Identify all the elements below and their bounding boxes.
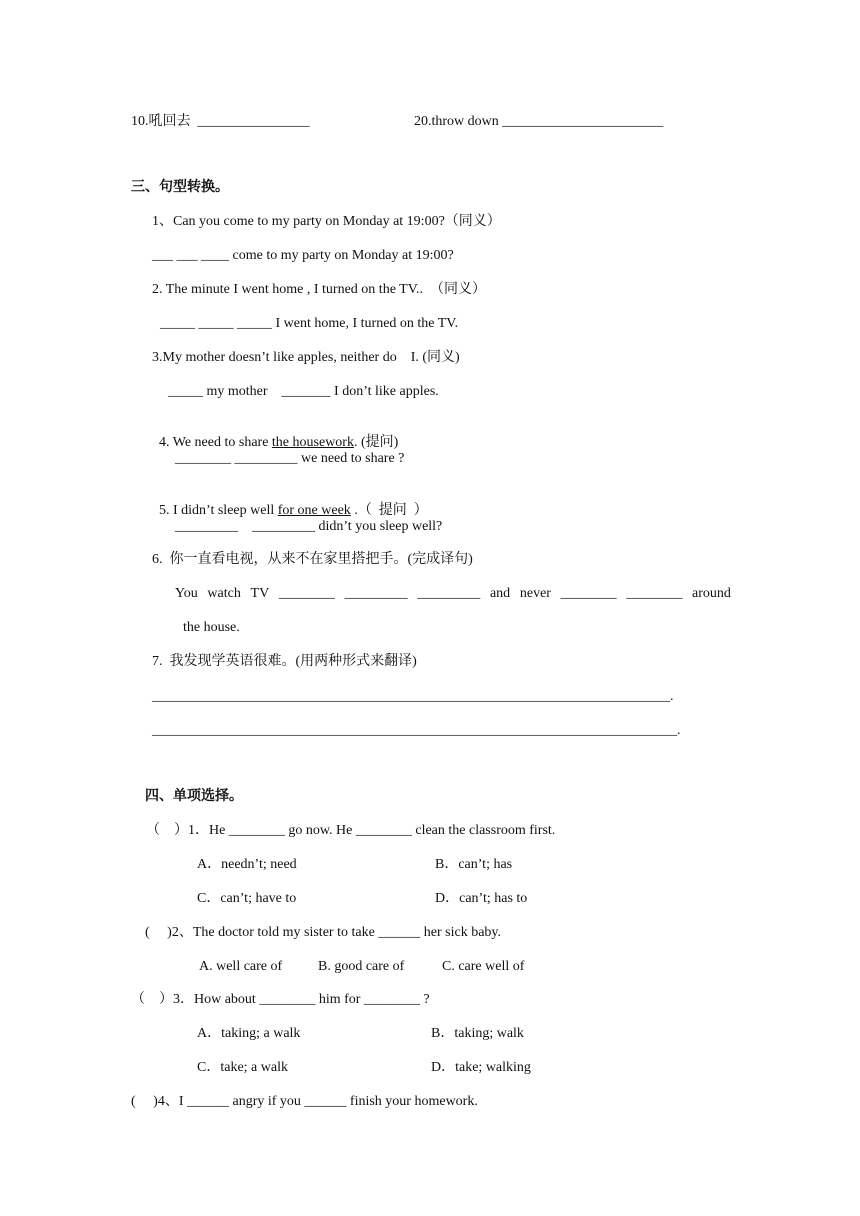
w: TV — [250, 586, 270, 601]
s3-q5-underlined: for one week — [277, 503, 351, 518]
s3-q6-line-2: the house. — [183, 620, 240, 635]
blank: ________ — [560, 586, 617, 601]
section-3-title: 三、句型转换。 — [131, 180, 229, 195]
s3-q2-answer-line: _____ _____ _____ I went home, I turned on the TV. — [160, 316, 459, 331]
blank: ________ — [626, 586, 683, 601]
s3-q1: 1、Can you come to my party on Monday at 19:00?（同义） — [152, 214, 501, 229]
s3-q4-underlined: the housework — [271, 435, 354, 450]
s3-q4-text: 4. We need to share — [159, 435, 272, 450]
w: never — [519, 586, 551, 601]
blank: ________ — [278, 586, 335, 601]
s4-q4: ( )4、I ______ angry if you ______ finish your homework. — [131, 1094, 478, 1109]
s3-q2: 2. The minute I went home , I turned on the TV.. （同义） — [152, 282, 487, 297]
s3-q3-answer-line: _____ my mother _______ I don’t like apples. — [168, 384, 439, 399]
s3-q4 — [152, 416, 398, 452]
s4-q1: （ ）1．He ________ go now. He ________ clean the classroom first. — [146, 823, 556, 838]
s3-q4-answer-line: ________ _________ we need to share ? — [175, 451, 405, 466]
s4-q1-option-d: D．can’t; has to — [435, 891, 528, 906]
w: watch — [207, 586, 241, 601]
s3-q6-line-1 — [175, 585, 731, 603]
s4-q3-option-d: D．take; walking — [431, 1060, 531, 1075]
s4-q3-option-b: B．taking; walk — [431, 1026, 524, 1041]
w: and — [489, 586, 511, 601]
w: You — [175, 586, 198, 601]
s3-q7-answer-line-2: ___________________________________________________________________________. — [152, 723, 681, 738]
section-4-title: 四、单项选择。 — [145, 789, 243, 804]
s3-q5-text: 5. I didn’t sleep well — [159, 503, 278, 518]
s3-q5-answer-line: _________ _________ didn’t you sleep well? — [175, 519, 443, 534]
s4-q2-option-a: A. well care of — [199, 959, 283, 974]
vocab-item-20: 20.throw down _______________________ — [414, 114, 664, 129]
s3-q5-instruction: .（ 提问 ） — [350, 503, 428, 518]
s4-q2-option-b: B. good care of — [318, 959, 405, 974]
s3-q3: 3.My mother doesn’t like apples, neither do I. (同义) — [152, 350, 460, 365]
w: around — [692, 586, 731, 601]
s4-q1-option-b: B．can’t; has — [435, 857, 513, 872]
s4-q1-option-c: C．can’t; have to — [197, 891, 297, 906]
s4-q3-option-a: A．taking; a walk — [197, 1026, 301, 1041]
s3-q6: 6. 你一直看电视，从来不在家里搭把手。(完成译句) — [152, 552, 473, 567]
s4-q2-option-c: C. care well of — [442, 959, 525, 974]
s3-q7-answer-line-1: __________________________________________________________________________. — [152, 689, 674, 704]
s3-q5 — [152, 484, 428, 520]
blank: _________ — [417, 586, 481, 601]
s3-q7: 7. 我发现学英语很难。(用两种形式来翻译) — [152, 654, 417, 669]
blank: _________ — [344, 586, 408, 601]
s4-q3-option-c: C．take; a walk — [197, 1060, 288, 1075]
s4-q3: （ ）3．How about ________ him for ________ ? — [131, 992, 430, 1007]
s3-q1-answer-line: ___ ___ ____ come to my party on Monday at 19:00? — [152, 248, 454, 263]
s3-q4-instruction: . (提问) — [353, 435, 399, 450]
s4-q1-option-a: A．needn’t; need — [197, 857, 297, 872]
vocab-item-10: 10.吼回去 ________________ — [131, 114, 310, 129]
s4-q2: ( )2、The doctor told my sister to take ______ her sick baby. — [145, 925, 502, 940]
